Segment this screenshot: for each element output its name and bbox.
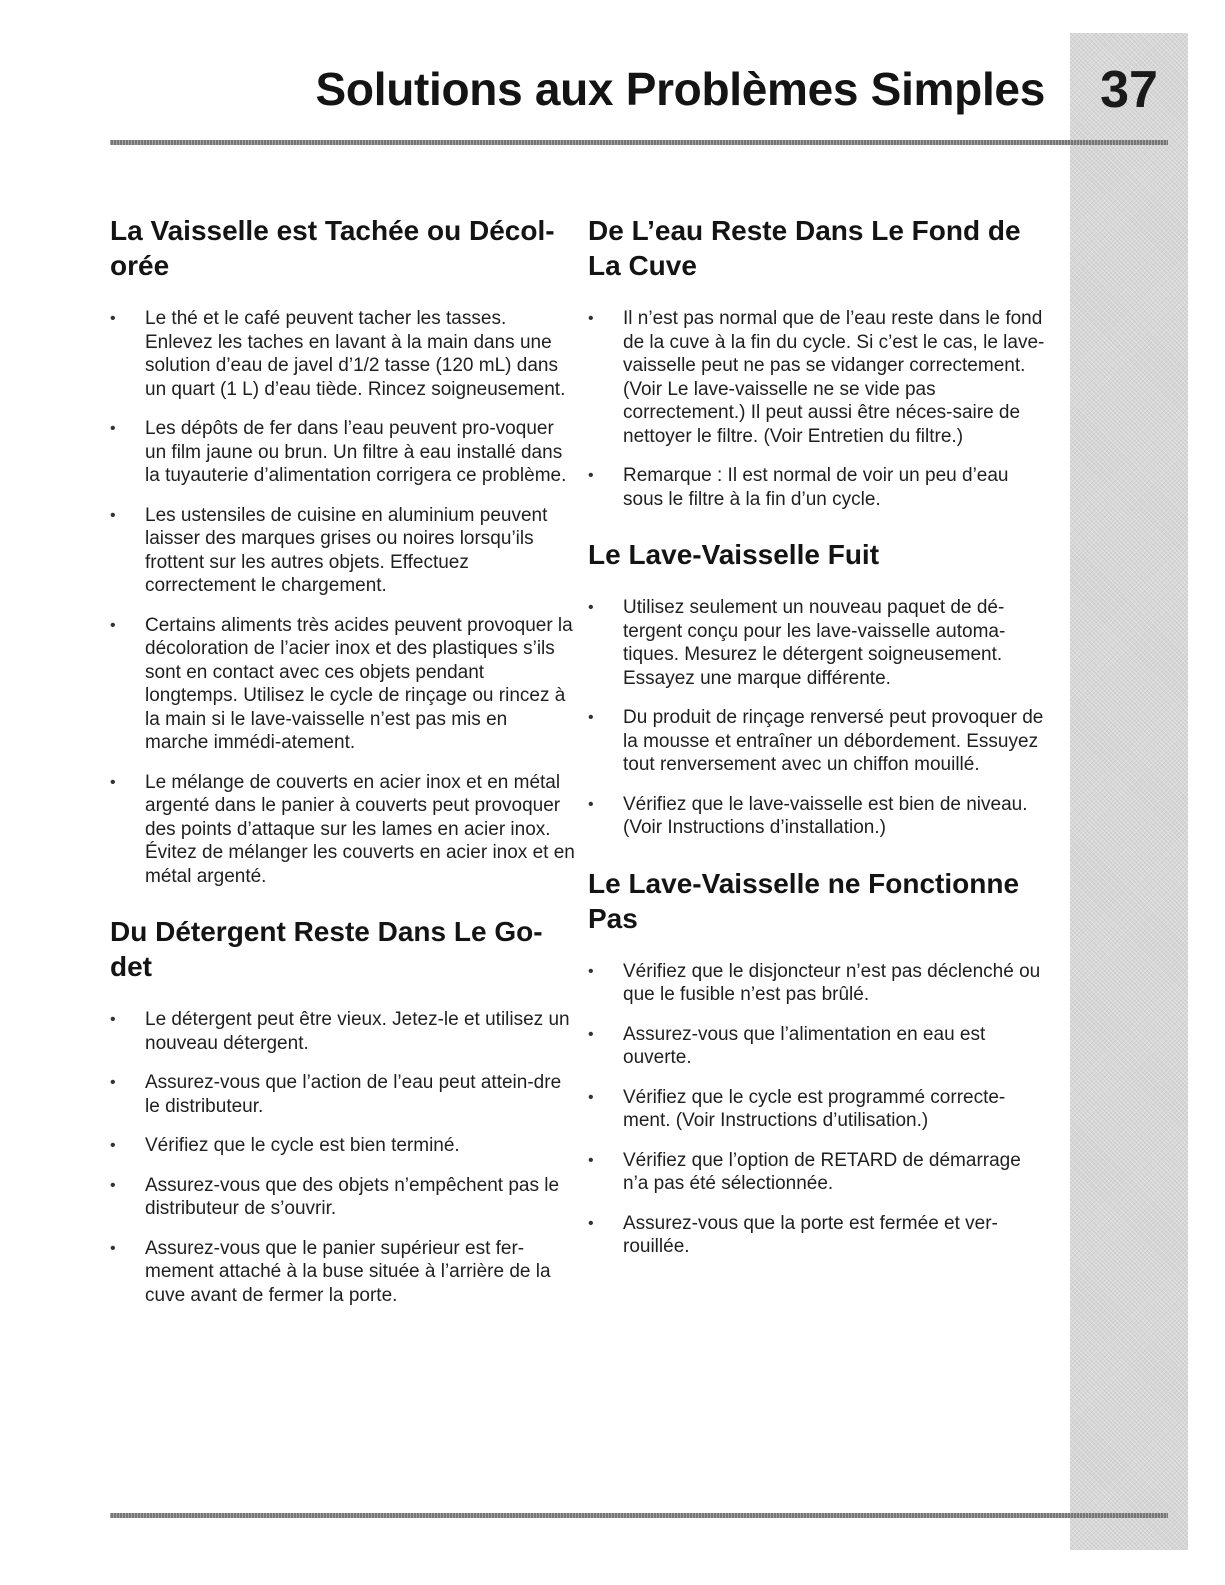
section-dishwasher-not-working	[588, 866, 1050, 1259]
list-item: • Utilisez seulement un nouveau paquet de dé-tergent conçu pour les lave-vaisselle automa-tiques. Mesurez le détergent soigneusement. Essayez une marque différente.	[588, 596, 1050, 690]
list-item: • Vérifiez que le disjoncteur n’est pas déclenché ou que le fusible n’est pas brûlé.	[588, 960, 1050, 1007]
section-stained-dishes	[110, 213, 575, 888]
section-title: De L’eau Reste Dans Le Fond de La Cuve	[588, 215, 1021, 281]
list-item: • Il n’est pas normal que de l’eau reste dans le fond de la cuve à la fin du cycle. Si c’est le cas, le lave-vaisselle peut ne pas se vidanger correctement. (Voir Le lave-vaisselle ne se vide pas correctement.) Il peut aussi être néces-saire de nettoyer le filtre. (Voir Entretien du filtre.)	[588, 307, 1050, 448]
section-detergent-remains	[110, 914, 575, 1307]
list-item: • Le détergent peut être vieux. Jetez-le et utilisez un nouveau détergent.	[110, 1008, 575, 1055]
list-item: • Assurez-vous que l’action de l’eau peut attein-dre le distributeur.	[110, 1071, 575, 1118]
list-item: • Vérifiez que l’option de RETARD de démarrage n’a pas été sélectionnée.	[588, 1149, 1050, 1196]
page-number: 37	[1100, 61, 1158, 119]
list-item: • Assurez-vous que la porte est fermée et ver-rouillée.	[588, 1212, 1050, 1259]
section-dishwasher-leaks	[588, 537, 1050, 840]
bullet-list	[588, 596, 1050, 840]
list-item: • Le mélange de couverts en acier inox et en métal argenté dans le panier à couverts peut provoquer des points d’attaque sur les lames en acier inox. Évitez de mélanger les couverts en acier inox et en métal argenté.	[110, 771, 575, 889]
list-item: • Remarque : Il est normal de voir un peu d’eau sous le filtre à la fin d’un cycle.	[588, 464, 1050, 511]
section-title: La Vaisselle est Tachée ou Décol-orée	[110, 215, 555, 281]
list-item: • Assurez-vous que l’alimentation en eau est ouverte.	[588, 1023, 1050, 1070]
top-rule	[110, 140, 1168, 145]
list-item: • Vérifiez que le cycle est programmé correcte-ment. (Voir Instructions d’utilisation.)	[588, 1086, 1050, 1133]
list-item: • Les ustensiles de cuisine en aluminium peuvent laisser des marques grises ou noires lorsqu’ils frottent sur les autres objets. Effectuez correctement le chargement.	[110, 504, 575, 598]
left-column	[110, 213, 575, 1333]
section-title: Le Lave-Vaisselle Fuit	[588, 539, 880, 570]
section-title: Du Détergent Reste Dans Le Go-det	[110, 916, 543, 982]
bullet-list	[110, 307, 575, 888]
bullet-list	[110, 1008, 575, 1307]
section-water-remains	[588, 213, 1050, 511]
page-title: Solutions aux Problèmes Simples	[315, 63, 1045, 115]
list-item: • Le thé et le café peuvent tacher les tasses. Enlevez les taches en lavant à la main dans une solution d’eau de javel d’1/2 tasse (120 mL) dans un quart (1 L) d’eau tiède. Rincez soigneusement.	[110, 307, 575, 401]
bullet-list	[588, 960, 1050, 1259]
list-item: • Assurez-vous que des objets n’empêchent pas le distributeur de s’ouvrir.	[110, 1174, 575, 1221]
list-item: • Vérifiez que le lave-vaisselle est bien de niveau. (Voir Instructions d’installation.)	[588, 793, 1050, 840]
list-item: • Les dépôts de fer dans l’eau peuvent pro-voquer un film jaune ou brun. Un filtre à eau installé dans la tuyauterie d’alimentation corrigera ce problème.	[110, 417, 575, 488]
side-tab-band	[1070, 33, 1188, 1550]
bottom-rule	[110, 1513, 1168, 1518]
list-item: • Vérifiez que le cycle est bien terminé.	[110, 1134, 575, 1158]
bullet-list	[588, 307, 1050, 511]
list-item: • Assurez-vous que le panier supérieur est fer-mement attaché à la buse située à l’arrière de la cuve avant de fermer la porte.	[110, 1237, 575, 1308]
section-title: Le Lave-Vaisselle ne Fonctionne Pas	[588, 867, 1020, 934]
list-item: • Certains aliments très acides peuvent provoquer la décoloration de l’acier inox et des plastiques s’ils sont en contact avec ces objets pendant longtemps. Utilisez le cycle de rinçage ou rincez à la main si le lave-vaisselle n’est pas mis en marche immédi-atement.	[110, 614, 575, 755]
right-column	[588, 213, 1050, 1285]
list-item: • Du produit de rinçage renversé peut provoquer de la mousse et entraîner un débordement. Essuyez tout renversement avec un chiffon mouillé.	[588, 706, 1050, 777]
